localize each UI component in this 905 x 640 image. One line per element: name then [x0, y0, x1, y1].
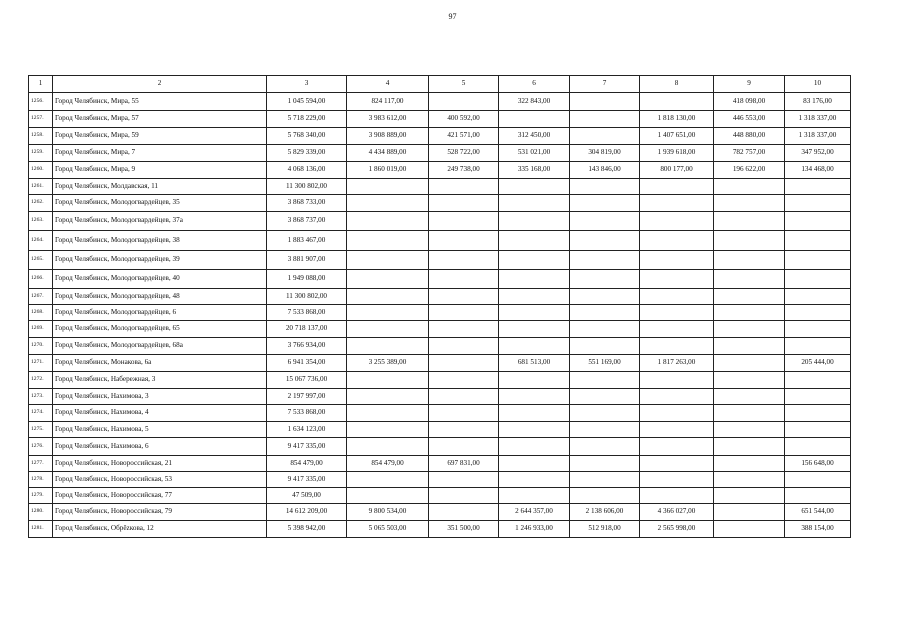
value-cell	[347, 270, 429, 289]
value-cell	[714, 472, 785, 488]
value-cell	[640, 195, 714, 212]
value-cell: 7 533 868,00	[267, 305, 347, 321]
value-cell	[347, 405, 429, 422]
value-cell: 2 565 998,00	[640, 521, 714, 538]
table-row	[29, 338, 851, 355]
value-cell: 1 817 263,00	[640, 355, 714, 372]
value-cell	[785, 270, 851, 289]
value-cell	[499, 372, 570, 389]
value-cell: 1 883 467,00	[267, 231, 347, 251]
table-row	[29, 231, 851, 251]
value-cell: 528 722,00	[429, 145, 499, 162]
value-cell	[347, 438, 429, 456]
value-cell	[714, 179, 785, 195]
value-cell	[714, 305, 785, 321]
value-cell	[714, 355, 785, 372]
value-cell: 531 021,00	[499, 145, 570, 162]
address-cell: Город Челябинск, Набережная, 3	[53, 372, 267, 389]
value-cell: 782 757,00	[714, 145, 785, 162]
value-cell	[570, 438, 640, 456]
row-number: 1267.	[29, 289, 53, 305]
value-cell: 418 098,00	[714, 93, 785, 111]
value-cell	[714, 270, 785, 289]
table-row	[29, 456, 851, 472]
address-cell: Город Челябинск, Мира, 9	[53, 162, 267, 179]
column-header: 6	[499, 76, 570, 93]
value-cell	[640, 270, 714, 289]
address-cell: Город Челябинск, Мира, 57	[53, 111, 267, 128]
table-row	[29, 305, 851, 321]
value-cell: 400 592,00	[429, 111, 499, 128]
value-cell	[714, 488, 785, 504]
address-cell: Город Челябинск, Монакова, 6а	[53, 355, 267, 372]
value-cell	[499, 270, 570, 289]
value-cell	[714, 195, 785, 212]
value-cell	[499, 405, 570, 422]
value-cell: 156 648,00	[785, 456, 851, 472]
value-cell	[785, 405, 851, 422]
address-cell: Город Челябинск, Молодогвардейцев, 68а	[53, 338, 267, 355]
value-cell	[640, 251, 714, 270]
value-cell	[640, 389, 714, 405]
value-cell: 3 766 934,00	[267, 338, 347, 355]
address-cell: Город Челябинск, Мира, 59	[53, 128, 267, 145]
row-number: 1257.	[29, 111, 53, 128]
address-cell: Город Челябинск, Мира, 55	[53, 93, 267, 111]
address-cell: Город Челябинск, Молодогвардейцев, 48	[53, 289, 267, 305]
value-cell: 6 941 354,00	[267, 355, 347, 372]
address-cell: Город Челябинск, Новороссийская, 77	[53, 488, 267, 504]
value-cell	[429, 321, 499, 338]
column-header: 4	[347, 76, 429, 93]
value-cell	[570, 128, 640, 145]
value-cell	[570, 305, 640, 321]
value-cell	[714, 231, 785, 251]
row-number: 1258.	[29, 128, 53, 145]
value-cell	[714, 405, 785, 422]
row-number: 1256.	[29, 93, 53, 111]
value-cell: 2 197 997,00	[267, 389, 347, 405]
value-cell: 5 829 339,00	[267, 145, 347, 162]
value-cell: 15 067 736,00	[267, 372, 347, 389]
column-header: 8	[640, 76, 714, 93]
value-cell: 47 509,00	[267, 488, 347, 504]
table-row	[29, 389, 851, 405]
address-cell: Город Челябинск, Обрězкова, 12	[53, 521, 267, 538]
value-cell	[785, 305, 851, 321]
value-cell	[785, 422, 851, 438]
value-cell	[429, 270, 499, 289]
value-cell: 4 068 136,00	[267, 162, 347, 179]
value-cell: 1 634 123,00	[267, 422, 347, 438]
value-cell	[499, 212, 570, 231]
value-cell	[570, 422, 640, 438]
value-cell	[714, 321, 785, 338]
value-cell: 347 952,00	[785, 145, 851, 162]
value-cell	[429, 355, 499, 372]
value-cell	[570, 472, 640, 488]
register-table	[28, 75, 851, 538]
value-cell: 304 819,00	[570, 145, 640, 162]
value-cell	[640, 93, 714, 111]
value-cell: 651 544,00	[785, 504, 851, 521]
row-number: 1273.	[29, 389, 53, 405]
value-cell	[785, 321, 851, 338]
value-cell	[347, 251, 429, 270]
value-cell: 5 768 340,00	[267, 128, 347, 145]
value-cell	[429, 305, 499, 321]
value-cell: 854 479,00	[267, 456, 347, 472]
address-cell: Город Челябинск, Мира, 7	[53, 145, 267, 162]
value-cell: 2 644 357,00	[499, 504, 570, 521]
address-cell: Город Челябинск, Нахимова, 5	[53, 422, 267, 438]
address-cell: Город Челябинск, Молодогвардейцев, 35	[53, 195, 267, 212]
value-cell: 3 983 612,00	[347, 111, 429, 128]
table-row	[29, 472, 851, 488]
header-row	[29, 76, 851, 93]
value-cell	[499, 179, 570, 195]
value-cell	[429, 179, 499, 195]
table-row	[29, 289, 851, 305]
table-row	[29, 504, 851, 521]
value-cell	[570, 212, 640, 231]
table-row	[29, 212, 851, 231]
value-cell: 512 918,00	[570, 521, 640, 538]
value-cell	[640, 488, 714, 504]
value-cell	[499, 338, 570, 355]
row-number: 1272.	[29, 372, 53, 389]
value-cell	[570, 321, 640, 338]
value-cell	[570, 456, 640, 472]
value-cell	[347, 422, 429, 438]
value-cell	[499, 111, 570, 128]
address-cell: Город Челябинск, Новороссийская, 21	[53, 456, 267, 472]
row-number: 1262.	[29, 195, 53, 212]
value-cell	[640, 305, 714, 321]
value-cell	[347, 372, 429, 389]
value-cell: 196 622,00	[714, 162, 785, 179]
row-number: 1259.	[29, 145, 53, 162]
value-cell	[570, 289, 640, 305]
value-cell	[429, 212, 499, 231]
value-cell: 388 154,00	[785, 521, 851, 538]
value-cell: 351 500,00	[429, 521, 499, 538]
value-cell: 5 065 503,00	[347, 521, 429, 538]
value-cell	[429, 438, 499, 456]
value-cell: 1 318 337,00	[785, 111, 851, 128]
value-cell: 3 881 907,00	[267, 251, 347, 270]
value-cell	[429, 422, 499, 438]
value-cell: 1 949 088,00	[267, 270, 347, 289]
value-cell: 1 246 933,00	[499, 521, 570, 538]
value-cell: 446 553,00	[714, 111, 785, 128]
value-cell	[347, 179, 429, 195]
row-number: 1275.	[29, 422, 53, 438]
value-cell	[714, 504, 785, 521]
value-cell: 4 434 889,00	[347, 145, 429, 162]
row-number: 1260.	[29, 162, 53, 179]
value-cell: 83 176,00	[785, 93, 851, 111]
value-cell	[570, 111, 640, 128]
value-cell	[785, 195, 851, 212]
value-cell: 205 444,00	[785, 355, 851, 372]
row-number: 1277.	[29, 456, 53, 472]
value-cell	[785, 488, 851, 504]
address-cell: Город Челябинск, Новороссийская, 53	[53, 472, 267, 488]
row-number: 1270.	[29, 338, 53, 355]
value-cell	[785, 231, 851, 251]
value-cell	[640, 438, 714, 456]
table-row	[29, 422, 851, 438]
value-cell: 4 366 027,00	[640, 504, 714, 521]
value-cell: 800 177,00	[640, 162, 714, 179]
value-cell: 1 045 594,00	[267, 93, 347, 111]
value-cell: 1 407 651,00	[640, 128, 714, 145]
column-header: 3	[267, 76, 347, 93]
value-cell	[429, 289, 499, 305]
value-cell: 322 843,00	[499, 93, 570, 111]
value-cell	[640, 321, 714, 338]
value-cell: 143 846,00	[570, 162, 640, 179]
value-cell: 11 300 802,00	[267, 289, 347, 305]
column-header: 2	[53, 76, 267, 93]
value-cell	[785, 372, 851, 389]
value-cell: 3 908 889,00	[347, 128, 429, 145]
address-cell: Город Челябинск, Молодогвардейцев, 65	[53, 321, 267, 338]
value-cell: 2 138 606,00	[570, 504, 640, 521]
address-cell: Город Челябинск, Молодогвардейцев, 40	[53, 270, 267, 289]
value-cell	[347, 289, 429, 305]
row-number: 1268.	[29, 305, 53, 321]
value-cell	[785, 179, 851, 195]
value-cell	[347, 195, 429, 212]
value-cell	[785, 289, 851, 305]
value-cell	[347, 321, 429, 338]
value-cell	[785, 472, 851, 488]
value-cell	[570, 372, 640, 389]
value-cell: 312 450,00	[499, 128, 570, 145]
address-cell: Город Челябинск, Нахимова, 3	[53, 389, 267, 405]
column-header: 1	[29, 76, 53, 93]
page-number: 97	[448, 12, 457, 21]
value-cell	[640, 338, 714, 355]
value-cell	[499, 251, 570, 270]
value-cell	[640, 456, 714, 472]
row-number: 1276.	[29, 438, 53, 456]
table-row	[29, 111, 851, 128]
value-cell	[499, 289, 570, 305]
value-cell: 5 718 229,00	[267, 111, 347, 128]
row-number: 1280.	[29, 504, 53, 521]
column-header: 7	[570, 76, 640, 93]
value-cell	[499, 305, 570, 321]
value-cell: 1 860 019,00	[347, 162, 429, 179]
value-cell	[347, 488, 429, 504]
value-cell: 421 571,00	[429, 128, 499, 145]
table-row	[29, 488, 851, 504]
value-cell	[429, 372, 499, 389]
value-cell	[499, 472, 570, 488]
value-cell	[499, 195, 570, 212]
address-cell: Город Челябинск, Нахимова, 4	[53, 405, 267, 422]
value-cell: 249 738,00	[429, 162, 499, 179]
value-cell: 1 818 130,00	[640, 111, 714, 128]
value-cell	[429, 472, 499, 488]
value-cell: 7 533 868,00	[267, 405, 347, 422]
table-row	[29, 251, 851, 270]
address-cell: Город Челябинск, Молодогвардейцев, 37а	[53, 212, 267, 231]
value-cell	[785, 212, 851, 231]
table-row	[29, 195, 851, 212]
address-cell: Город Челябинск, Молодогвардейцев, 39	[53, 251, 267, 270]
value-cell	[429, 405, 499, 422]
value-cell	[640, 372, 714, 389]
value-cell	[640, 472, 714, 488]
value-cell	[785, 251, 851, 270]
value-cell	[785, 338, 851, 355]
value-cell	[347, 212, 429, 231]
row-number: 1269.	[29, 321, 53, 338]
value-cell	[785, 438, 851, 456]
value-cell	[570, 338, 640, 355]
value-cell	[570, 270, 640, 289]
row-number: 1281.	[29, 521, 53, 538]
value-cell: 1 939 618,00	[640, 145, 714, 162]
value-cell	[429, 338, 499, 355]
address-cell: Город Челябинск, Молодогвардейцев, 38	[53, 231, 267, 251]
value-cell	[640, 212, 714, 231]
value-cell	[570, 195, 640, 212]
value-cell: 697 831,00	[429, 456, 499, 472]
address-cell: Город Челябинск, Молодогвардейцев, 6	[53, 305, 267, 321]
value-cell: 335 168,00	[499, 162, 570, 179]
value-cell	[429, 504, 499, 521]
value-cell	[499, 389, 570, 405]
value-cell: 3 868 733,00	[267, 195, 347, 212]
value-cell	[499, 456, 570, 472]
value-cell: 854 479,00	[347, 456, 429, 472]
table-row	[29, 179, 851, 195]
address-cell: Город Челябинск, Новороссийская, 79	[53, 504, 267, 521]
value-cell: 1 318 337,00	[785, 128, 851, 145]
value-cell	[429, 231, 499, 251]
table-row	[29, 270, 851, 289]
value-cell	[714, 212, 785, 231]
value-cell	[499, 422, 570, 438]
value-cell	[714, 289, 785, 305]
row-number: 1263.	[29, 212, 53, 231]
value-cell	[640, 405, 714, 422]
value-cell: 3 255 389,00	[347, 355, 429, 372]
value-cell: 681 513,00	[499, 355, 570, 372]
value-cell	[499, 321, 570, 338]
value-cell: 551 169,00	[570, 355, 640, 372]
row-number: 1266.	[29, 270, 53, 289]
value-cell	[785, 389, 851, 405]
row-number: 1278.	[29, 472, 53, 488]
value-cell	[714, 438, 785, 456]
table-row	[29, 93, 851, 111]
value-cell	[714, 456, 785, 472]
table-row	[29, 438, 851, 456]
value-cell	[499, 231, 570, 251]
value-cell	[429, 93, 499, 111]
value-cell	[347, 389, 429, 405]
table-row	[29, 372, 851, 389]
value-cell	[347, 231, 429, 251]
value-cell	[429, 251, 499, 270]
value-cell	[570, 488, 640, 504]
value-cell	[347, 338, 429, 355]
value-cell: 824 117,00	[347, 93, 429, 111]
value-cell	[640, 231, 714, 251]
value-cell: 11 300 802,00	[267, 179, 347, 195]
value-cell	[640, 422, 714, 438]
address-cell: Город Челябинск, Нахимова, 6	[53, 438, 267, 456]
table-row	[29, 128, 851, 145]
row-number: 1265.	[29, 251, 53, 270]
value-cell: 20 718 137,00	[267, 321, 347, 338]
column-header: 10	[785, 76, 851, 93]
value-cell	[714, 251, 785, 270]
row-number: 1261.	[29, 179, 53, 195]
value-cell	[714, 521, 785, 538]
value-cell	[499, 488, 570, 504]
table-row	[29, 321, 851, 338]
row-number: 1264.	[29, 231, 53, 251]
value-cell	[570, 405, 640, 422]
value-cell	[429, 488, 499, 504]
value-cell: 9 417 335,00	[267, 438, 347, 456]
value-cell	[347, 305, 429, 321]
value-cell	[429, 195, 499, 212]
value-cell	[429, 389, 499, 405]
value-cell: 448 880,00	[714, 128, 785, 145]
value-cell	[499, 438, 570, 456]
value-cell	[570, 179, 640, 195]
table-row	[29, 521, 851, 538]
value-cell	[640, 289, 714, 305]
value-cell	[714, 389, 785, 405]
value-cell	[347, 472, 429, 488]
table-row	[29, 162, 851, 179]
column-header: 5	[429, 76, 499, 93]
value-cell: 14 612 209,00	[267, 504, 347, 521]
table-row	[29, 355, 851, 372]
value-cell	[640, 179, 714, 195]
value-cell: 9 417 335,00	[267, 472, 347, 488]
row-number: 1274.	[29, 405, 53, 422]
value-cell	[714, 338, 785, 355]
value-cell	[714, 372, 785, 389]
table-row	[29, 405, 851, 422]
value-cell	[570, 231, 640, 251]
address-cell: Город Челябинск, Молдавская, 11	[53, 179, 267, 195]
value-cell	[714, 422, 785, 438]
value-cell	[570, 93, 640, 111]
table-row	[29, 145, 851, 162]
value-cell: 134 468,00	[785, 162, 851, 179]
row-number: 1279.	[29, 488, 53, 504]
row-number: 1271.	[29, 355, 53, 372]
value-cell: 3 868 737,00	[267, 212, 347, 231]
value-cell: 9 800 534,00	[347, 504, 429, 521]
value-cell	[570, 251, 640, 270]
column-header: 9	[714, 76, 785, 93]
value-cell: 5 398 942,00	[267, 521, 347, 538]
value-cell	[570, 389, 640, 405]
